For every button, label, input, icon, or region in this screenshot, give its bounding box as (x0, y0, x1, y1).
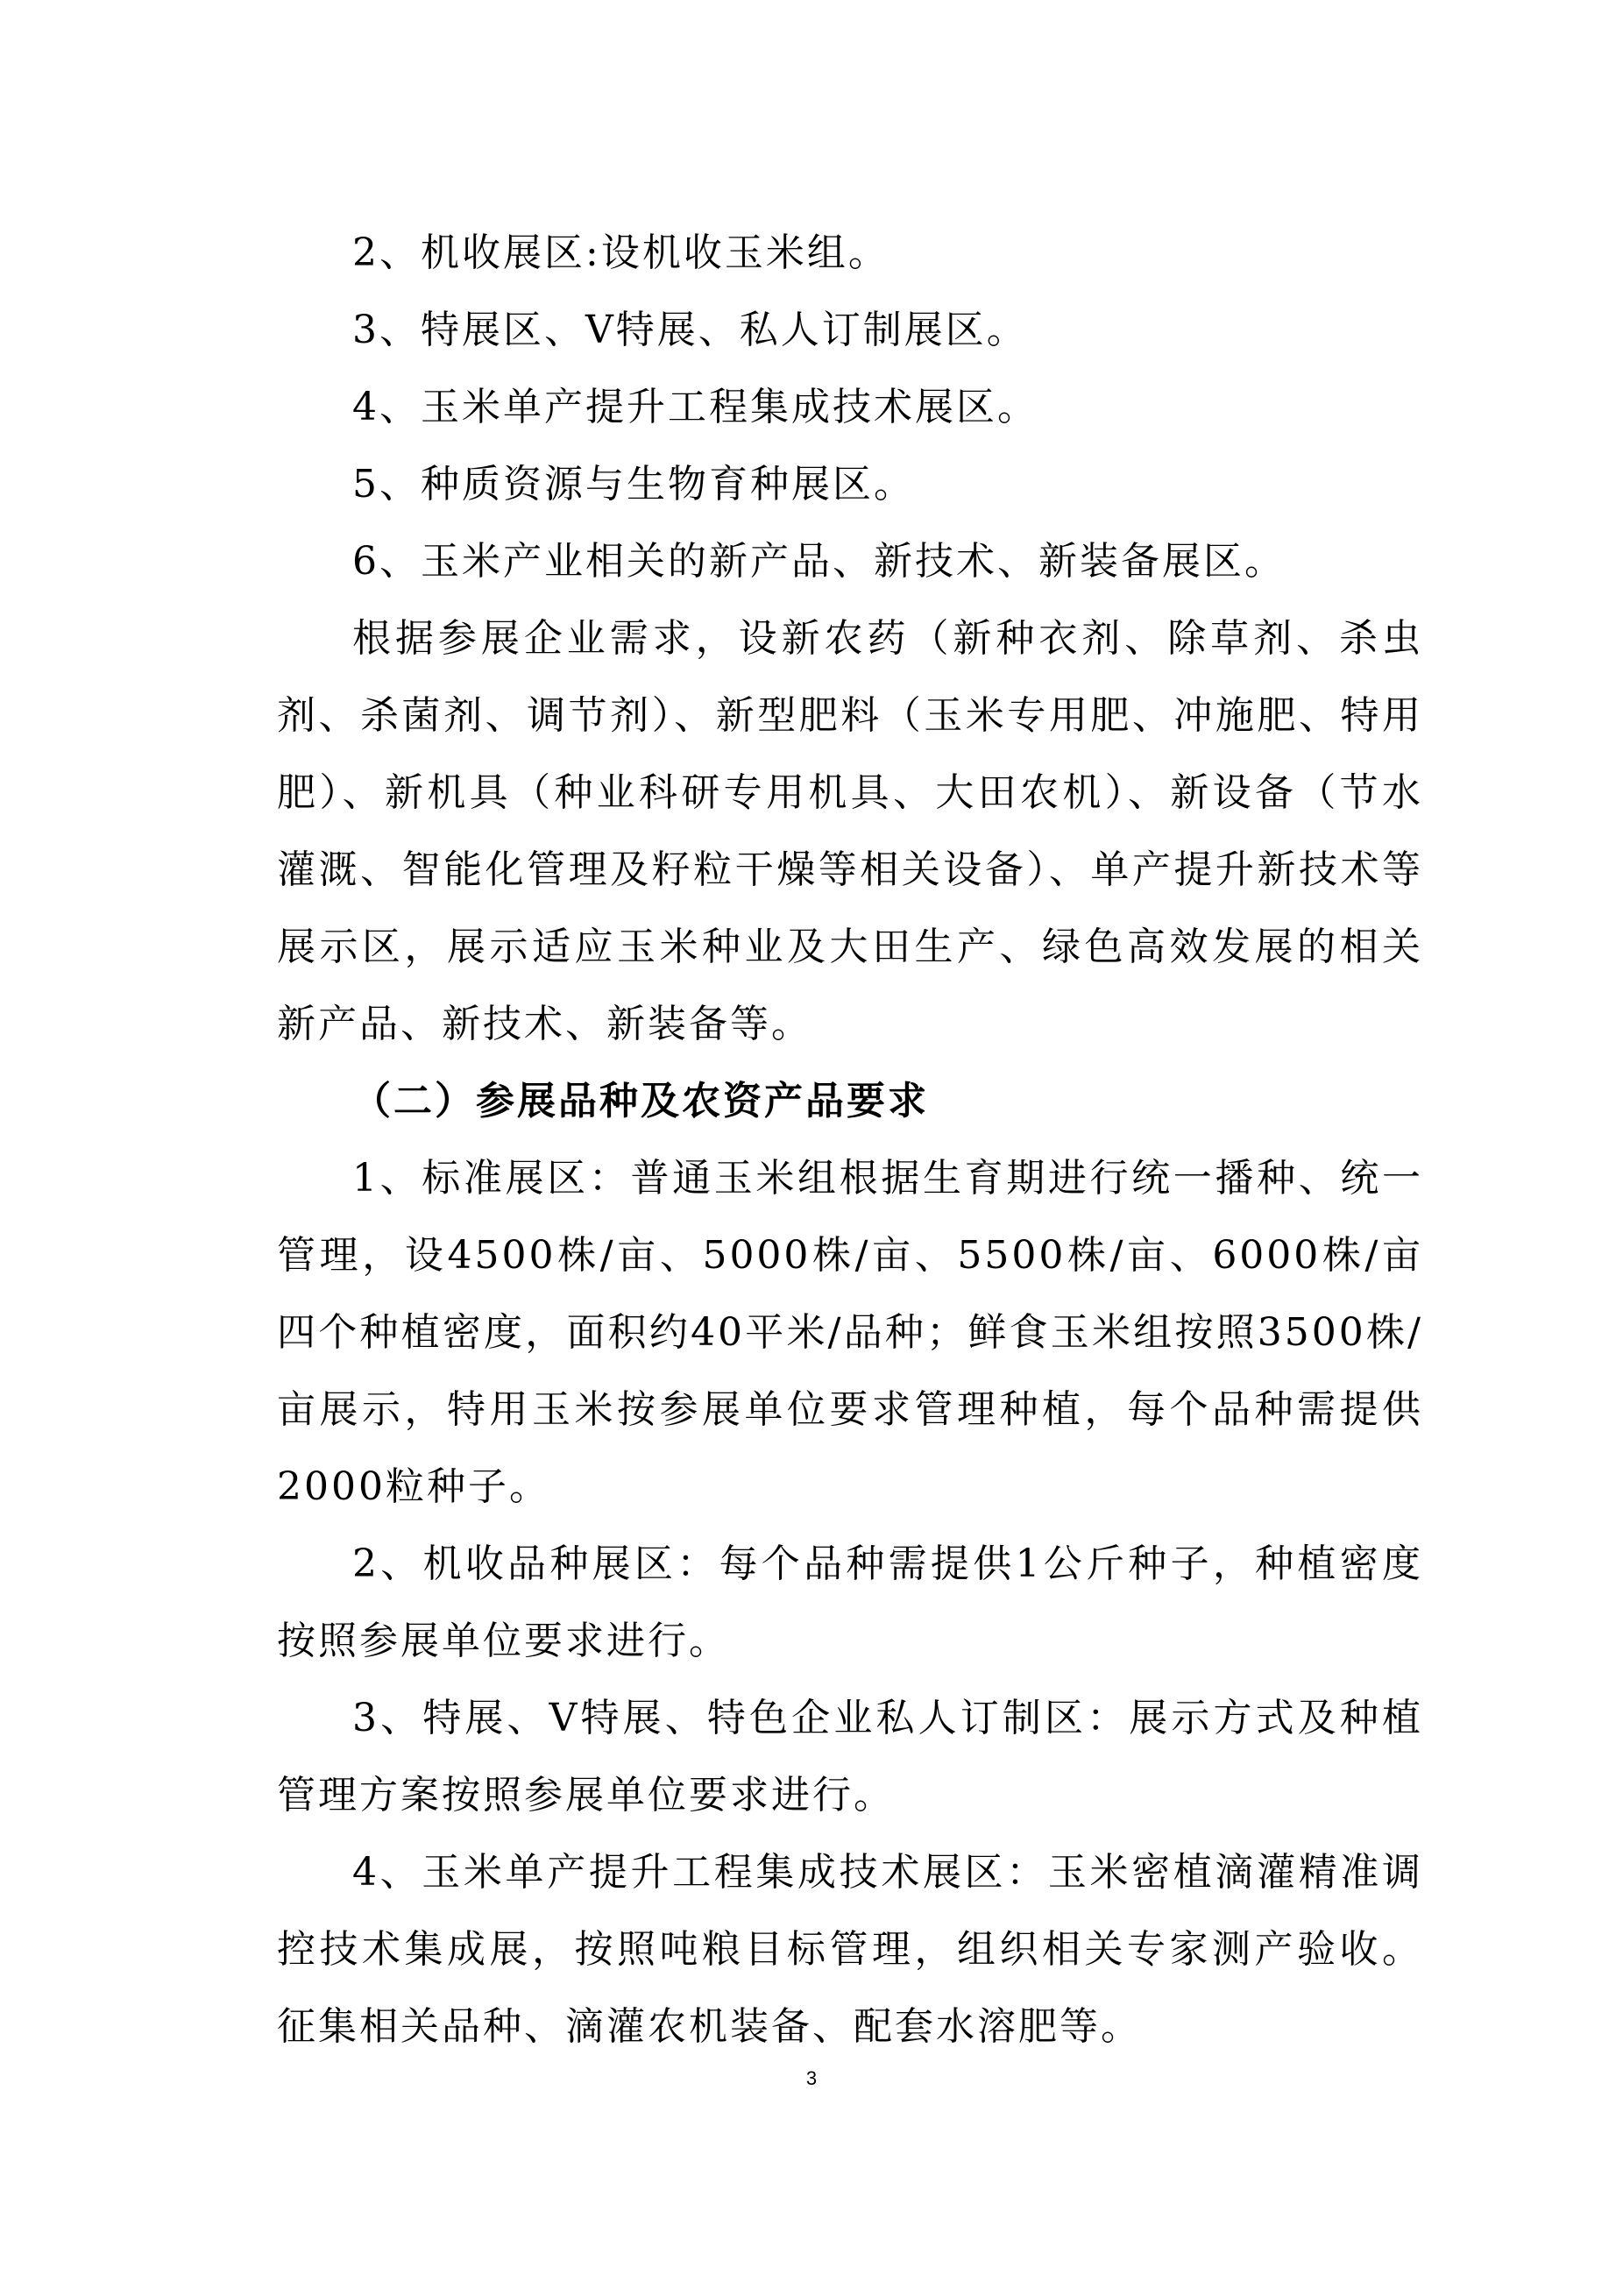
paragraph-exhibit-area-2: 2、机收展区:设机收玉米组。 (352, 230, 889, 275)
requirement-machine-harvest-area: 2、机收品种展区：每个品种需提供1公斤种子，种植密度按照参展单位要求进行。 (277, 1541, 1423, 1663)
requirement-special-area: 3、特展、V特展、特色企业私人订制区：展示方式及种植管理方案按照参展单位要求进行。 (277, 1696, 1423, 1818)
paragraph-exhibitor-needs: 根据参展企业需求，设新农药（新种衣剂、除草剂、杀虫剂、杀菌剂、调节剂）、新型肥料（玉米专用肥、冲施肥、特用肥）、新机具（种业科研专用机具、大田农机）、新设备（节水灌溉、智能化管理及籽粒干燥等相关设备）、单产提升新技术等展示区，展示适应玉米种业及大田生产、绿色高效发展的相关新产品、新技术、新装备等。 (277, 616, 1423, 1046)
paragraph-exhibit-area-4: 4、玉米单产提升工程集成技术展区。 (352, 385, 1038, 429)
section-heading: （二）参展品种及农资产品要求 (352, 1079, 929, 1123)
page-number: 3 (805, 2067, 818, 2089)
paragraph-exhibit-area-6: 6、玉米产业相关的新产品、新技术、新装备展区。 (352, 539, 1286, 584)
paragraph-exhibit-area-3: 3、特展区、V特展、私人订制展区。 (352, 308, 1028, 352)
requirement-yield-tech-area: 4、玉米单产提升工程集成技术展区：玉米密植滴灌精准调控技术集成展，按照吨粮目标管理，组织相关专家测产验收。征集相关品种、滴灌农机装备、配套水溶肥等。 (277, 1850, 1423, 2049)
requirement-standard-area: 1、标准展区：普通玉米组根据生育期进行统一播种、统一管理，设4500株/亩、5000株/亩、5500株/亩、6000株/亩四个种植密度，面积约40平米/品种；鲜食玉米组按照3500株/亩展示，特用玉米按参展单位要求管理种植，每个品种需提供2000粒种子。 (277, 1156, 1423, 1509)
paragraph-exhibit-area-5: 5、种质资源与生物育种展区。 (352, 462, 915, 507)
document-body (277, 215, 1423, 2066)
